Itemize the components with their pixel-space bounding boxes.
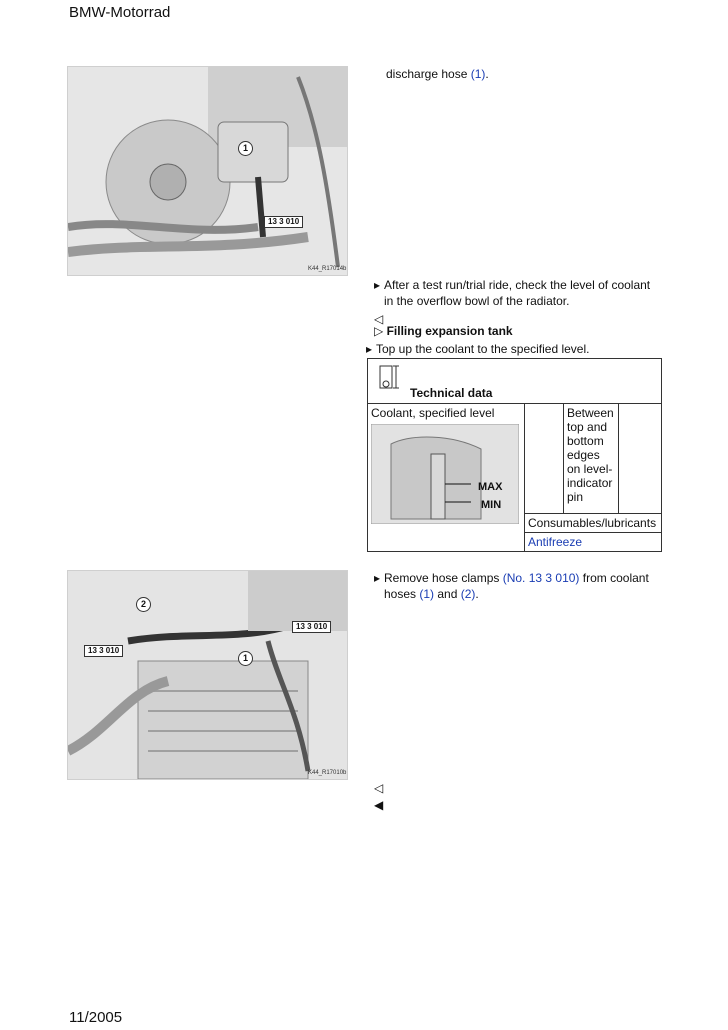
end-marker-icon: ◁ [374,312,384,326]
tool-tag-left: 13 3 010 [84,645,123,657]
antifreeze-link[interactable]: Antifreeze [525,533,662,552]
blank-cell [619,404,662,514]
step-after-test-run: ▸ After a test run/trial ride, check the level of coolant in the overflow bowl of the radiator. [374,278,651,308]
figure-2 [67,570,348,780]
callout-2: 2 [136,597,151,612]
min-label: MIN [481,499,502,511]
section-end-icon: ◀ [374,798,384,812]
max-label: MAX [478,481,503,493]
coolant-level-label: Coolant, specified level [371,406,495,420]
engine-illustration-2 [68,571,347,779]
callout-1: 1 [238,141,253,156]
coolant-level-cell [368,404,525,552]
callout-1: 1 [238,651,253,666]
ref-1[interactable]: (1) [419,587,435,601]
tool-tag-right: 13 3 010 [292,621,331,633]
step-top-up: ▸ Top up the coolant to the specified level. [366,342,590,356]
ref-2[interactable]: (2) [460,587,476,601]
figure-id: K44_R17014b [308,266,347,272]
discharge-hose-text: discharge hose (1). [386,67,489,81]
blank-cell [525,404,564,514]
tool-tag: 13 3 010 [264,216,303,228]
gauge-icon [378,364,404,394]
step-remove-hose-clamps: ▸ Remove hose clamps (No. 13 3 010) from coolant hoses (1) and (2). [374,571,649,601]
page-header: BMW-Motorrad [69,4,171,21]
figure-1 [67,66,348,276]
tech-table-title: Technical data [410,386,493,400]
bullet-icon: ▸ [374,278,381,292]
section-heading: ▷ Filling expansion tank [374,324,513,338]
figure-id: K44_R17010b [308,770,347,776]
bullet-icon: ▸ [366,342,373,356]
page-footer: 11/2005 [69,1009,123,1026]
tool-ref[interactable]: (No. 13 3 010) [502,571,580,585]
engine-illustration-1 [68,67,347,275]
consumables-label: Consumables/lubricants [525,514,662,533]
play-icon: ▷ [374,324,384,338]
end-marker-icon: ◁ [374,781,384,795]
ref-1[interactable]: (1) [470,67,486,81]
bullet-icon: ▸ [374,571,381,585]
tech-table-header [368,359,662,404]
technical-data-table [367,358,662,552]
coolant-level-value: Between top and bottom edges on level-indicator pin [564,404,619,514]
